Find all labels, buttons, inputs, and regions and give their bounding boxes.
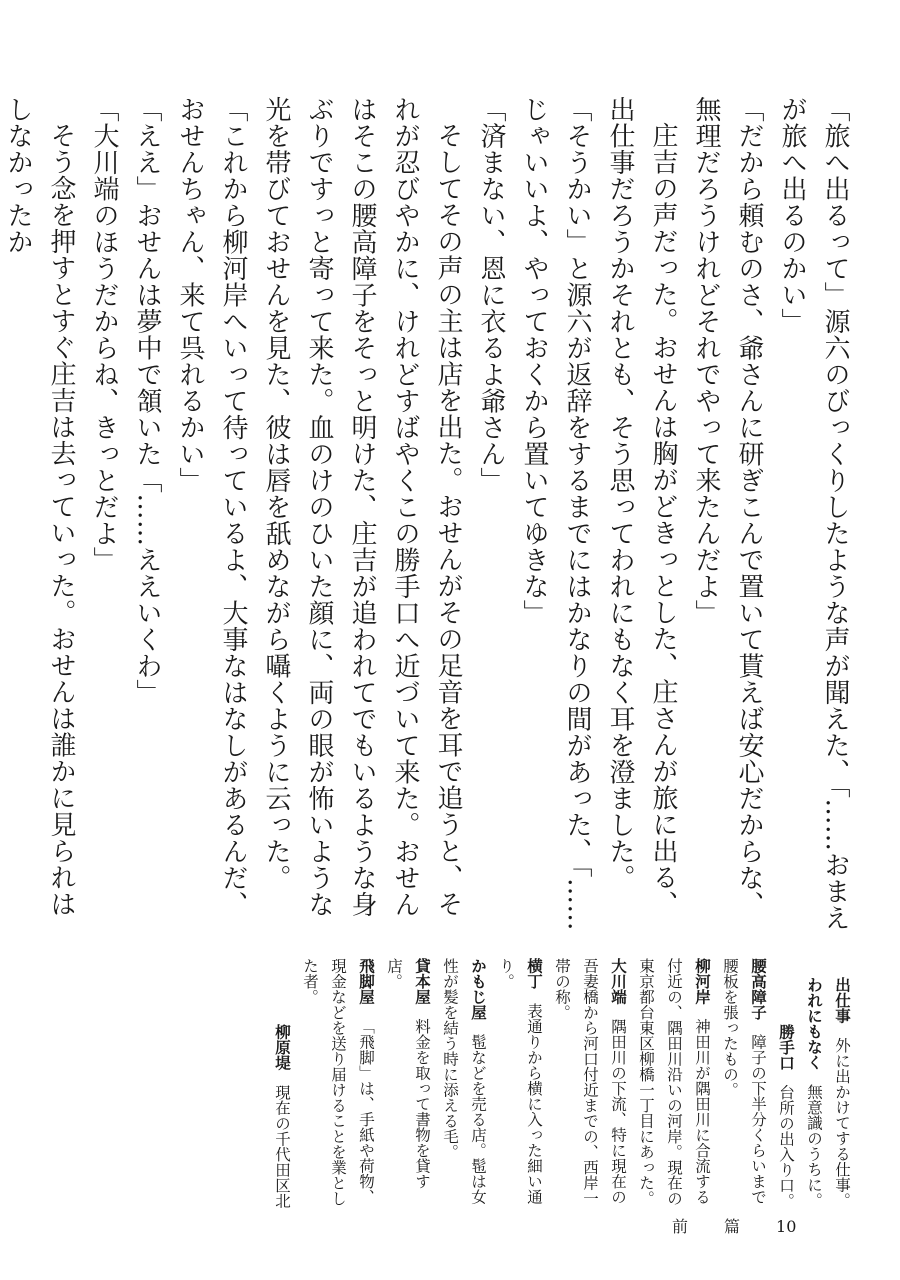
page-number: 10 [776, 1217, 797, 1236]
paragraph: 「そうかい」と源六が返辞をするまでにはかなりの間があった、「……じゃいいよ、やっておくから置いてゆきな」 [519, 96, 592, 931]
paragraph: 「だから頼むのさ、爺さんに研ぎこんで置いて貰えば安心だからな、無理だろうけれどそれでやって来たんだよ」 [691, 96, 764, 918]
glossary-term: 柳原堤 [273, 1023, 292, 1071]
glossary-term: 貸本屋 [413, 958, 432, 1005]
glossary-entry [800, 977, 828, 1208]
glossary-entry [436, 958, 492, 1208]
glossary-term: かもじ屋 [469, 958, 488, 1020]
glossary-term: われにもなく [805, 977, 824, 1071]
paragraph: そう念を押すとすぐ庄吉は去っていった。おせんは誰かに見られはしなかったか [3, 96, 76, 917]
page-footer [672, 1214, 796, 1237]
glossary-term: 柳河岸 [693, 958, 712, 1005]
paragraph: 「ええ」おせんは夢中で頷いた「……ええいくわ」 [132, 96, 162, 706]
glossary-term: 出仕事 [833, 977, 852, 1024]
glossary-term: 大川端 [609, 958, 628, 1005]
glossary-description: 料金を取って書物を貸す店。 [385, 958, 431, 1189]
glossary-term: 勝手口 [777, 1023, 796, 1071]
paragraph: 「大川端のほうだからね、きっとだよ」 [89, 96, 119, 573]
glossary-entry [772, 1024, 800, 1208]
glossary-entry [828, 977, 856, 1208]
footer-section: 前 [672, 1217, 689, 1236]
glossary-entry [632, 958, 716, 1208]
paragraph: 「旅へ出るって」源六のびっくりしたような声が聞えた、「……おまえが旅へ出るのかい」 [777, 96, 850, 931]
glossary-description: 髢などを売る店。髢は女性が髪を結う時に添える毛。 [441, 958, 487, 1205]
glossary-entry [268, 1024, 296, 1208]
glossary-description: 現在の千代田区北 [273, 1084, 291, 1208]
glossary-entry [548, 958, 632, 1208]
glossary-entry [492, 958, 548, 1208]
glossary-term: 腰高障子 [749, 958, 768, 1020]
paragraph: そしてその声の主は店を出た。おせんがその足音を耳で追うと、それが忍びやかに、けれどすばやくこの勝手口へ近づいて来た。おせんはそこの腰高障子をそっと明けた、庄吉が追われてでもいるような身ぶりですっと寄って来た。血のけのひいた顔に、両の眼が怖いような光を帯びておせんを見た、彼は唇を舐めながら囁くように云った。 [261, 96, 463, 918]
glossary-description: 障子の下半分くらいまで腰板を張ったもの。 [721, 958, 767, 1205]
glossary-entry [716, 958, 772, 1208]
paragraph: 「済まない、恩に衣るよ爺さん」 [476, 96, 506, 494]
glossary-term: 飛脚屋 [357, 958, 376, 1005]
glossary-term: 横丁 [525, 958, 544, 989]
glossary-description: 「飛脚」は、手紙や荷物、現金などを送り届けることを業とした者。 [301, 958, 375, 1206]
paragraph: 庄吉の声だった。おせんは胸がどきっとした、庄さんが旅に出る、出仕事だろうかそれとも、そう思ってわれにもなく耳を澄ました。 [605, 96, 678, 917]
paragraph: 「これから柳河岸へいって待っているよ、大事なはなしがあるんだ、おせんちゃん、来て呉れるかい」 [175, 96, 248, 918]
main-text [3, 96, 856, 936]
glossary-entry [296, 958, 380, 1208]
glossary-description: 神田川が隅田川に合流する付近の、隅田川沿いの河岸。現在の東京都台東区柳橋一丁目にあった。 [637, 958, 711, 1206]
glossary-description: 無意識のうちに。 [805, 1084, 823, 1208]
glossary-description: 外に出かけてする仕事。 [833, 1037, 851, 1208]
glossary-description: 表通りから横に入った細い通り。 [497, 958, 543, 1205]
glossary-description: 台所の出入り口。 [777, 1084, 795, 1208]
footer-part: 篇 [724, 1217, 741, 1236]
glossary-notes [38, 958, 856, 1208]
glossary-entry [380, 958, 436, 1208]
glossary-description: 隅田川の下流、特に現在の吾妻橋から河口付近までの、西岸一帯の称。 [553, 958, 627, 1206]
